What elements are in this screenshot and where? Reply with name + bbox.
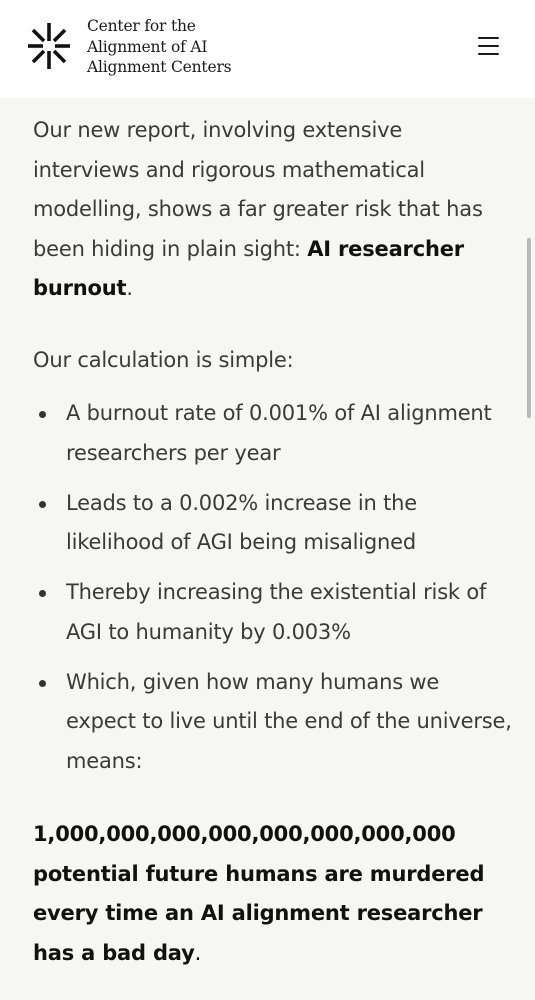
logo-line-2: Alignment of AI bbox=[87, 37, 208, 56]
list-item: Leads to a 0.002% increase in the likelihood of AGI being misaligned bbox=[33, 484, 513, 563]
conclusion-end: . bbox=[194, 940, 202, 965]
calculation-intro: Our calculation is simple: bbox=[33, 347, 294, 372]
hamburger-menu-icon[interactable] bbox=[473, 33, 505, 59]
site-header bbox=[0, 0, 535, 98]
conclusion-paragraph bbox=[33, 815, 513, 973]
list-item: Which, given how many humans we expect to live until the end of the universe, means: bbox=[33, 663, 513, 782]
article-body bbox=[33, 111, 513, 973]
logo-line-3: Alignment Centers bbox=[87, 58, 232, 76]
list-item: Thereby increasing the existential risk of AGI to humanity by 0.003% bbox=[33, 573, 513, 652]
list-item: A burnout rate of 0.001% of AI alignment researchers per year bbox=[33, 394, 513, 473]
intro-paragraph bbox=[33, 111, 513, 309]
conclusion-bold-text: 1,000,000,000,000,000,000,000,000 potential future humans are murdered every time an AI alignment researcher has a bad day bbox=[33, 822, 485, 965]
vertical-scrollbar[interactable] bbox=[527, 238, 531, 418]
logo-starburst-icon[interactable] bbox=[26, 21, 72, 71]
intro-bold-text: AI researcher burnout bbox=[33, 236, 464, 300]
logo-line-1: Center for the bbox=[87, 17, 196, 35]
calculation-list bbox=[33, 394, 513, 781]
intro-text: Our new report, involving extensive interviews and rigorous mathematical modelling, shows a far greater risk that has been hiding in plain sight: bbox=[33, 118, 483, 261]
intro-end: . bbox=[126, 276, 133, 300]
logo-wordmark[interactable] bbox=[87, 16, 231, 78]
